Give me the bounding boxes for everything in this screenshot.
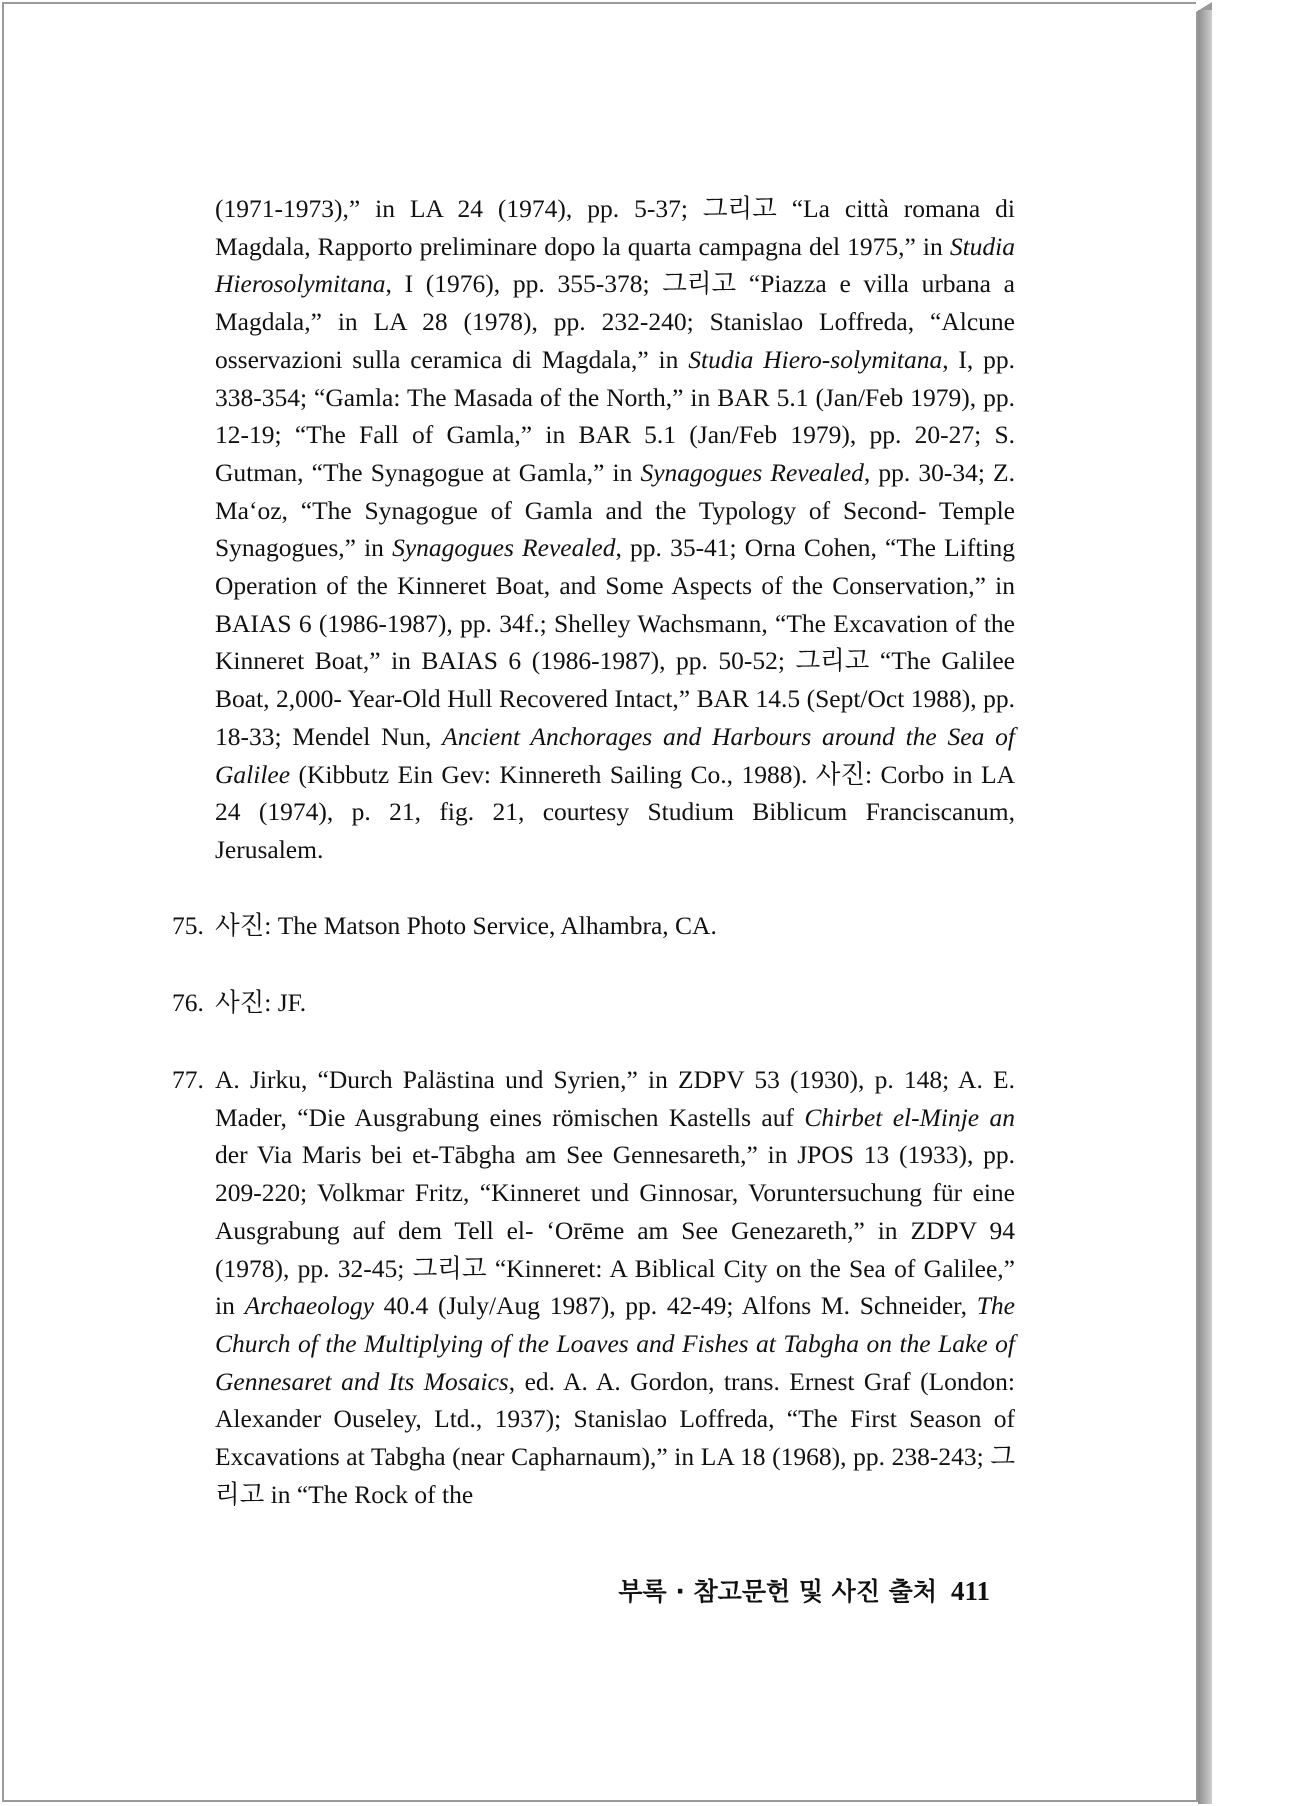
italic-title: Studia Hierosolymitana bbox=[215, 231, 1015, 299]
text-run: der Via Maris bei et-Tābgha am See Gennesareth,” in JPOS 13 (1933), pp. 209-220; Volkmar Fritz, “Kinneret und Ginnosar, Voruntersuchung für eine Ausgrabung auf dem Tell el- ‘Orēme am See Genezareth,” in ZDPV 94 (1978), pp. 32-45; 그리고 “Kinneret: A Biblical City on the Sea of Galilee,” in bbox=[215, 1140, 1015, 1321]
footnote-number: 77. bbox=[172, 1065, 204, 1094]
italic-title: Archaeology bbox=[244, 1291, 374, 1321]
running-title: 부록 · 참고문헌 및 사진 출처 bbox=[618, 1577, 937, 1606]
page-number: 411 bbox=[950, 1576, 990, 1606]
footnote-number: 75. bbox=[172, 911, 204, 940]
footnote-75 bbox=[172, 907, 1015, 945]
footnote-77 bbox=[172, 1061, 1015, 1513]
italic-title: Studia Hiero-solymitana bbox=[688, 344, 943, 374]
footnote-number: 76. bbox=[172, 988, 204, 1017]
page-footer bbox=[560, 1572, 990, 1608]
text-run: (1971-1973),” in LA 24 (1974), pp. 5-37; 그리고 “La città romana di Magdala, Rapporto preliminare dopo la quarta campagna del 1975,” in bbox=[215, 194, 1015, 261]
footnote-74-continuation bbox=[215, 190, 1015, 869]
text-run: 40.4 (July/Aug 1987), pp. 42-49; Alfons M. Schneider, bbox=[373, 1291, 977, 1321]
italic-title: Synagogues Revealed bbox=[640, 457, 864, 487]
text-run: (Kibbutz Ein Gev: Kinnereth Sailing Co., 1988). 사진: Corbo in LA 24 (1974), p. 21, fig. 21, courtesy Studium Biblicum Franciscanum, Jerusalem. bbox=[215, 759, 1015, 864]
text-run: , pp. 35-41; Orna Cohen, “The Lifting Operation of the Kinneret Boat, and Some Aspects of the Conservation,” in BAIAS 6 (1986-1987), pp. 34f.; Shelley Wachsmann, “The Excavation of the Kinneret Boat,” in BAIAS 6 (1986-1987), pp. 50-52; 그리고 “The Galilee Boat, 2,000- Year-Old Hull Recovered Intact,” BAR 14.5 (Sept/Oct 1988), pp. 18-33; Mendel Nun, bbox=[215, 533, 1015, 751]
text-run: , ed. A. A. Gordon, trans. Ernest Graf (London: Alexander Ouseley, Ltd., 1937); Stanislao Loffreda, “The First Season of Excavations at Tabgha (near Capharnaum),” in LA 18 (1968), pp. 238-243; 그리고 in “The Rock of the bbox=[215, 1366, 1015, 1509]
text-run: A. Jirku, “Durch Palästina und Syrien,” in ZDPV 53 (1930), p. 148; A. E. Mader, “Die Ausgrabung eines römischen Kastells auf bbox=[215, 1065, 1015, 1132]
text-run: , pp. 30-34; Z. Maʻoz, “The Synagogue of Gamla and the Typology of Second- Temple Synagogues,” in bbox=[215, 457, 1015, 563]
text-run: , I, pp. 338-354; “Gamla: The Masada of the North,” in BAR 5.1 (Jan/Feb 1979), pp. 12-19; “The Fall of Gamla,” in BAR 5.1 (Jan/Feb 1979), pp. 20-27; S. Gutman, “The Synagogue at Gamla,” in bbox=[215, 344, 1015, 487]
italic-title: The Church of the Multiplying of the Loaves and Fishes at Tabgha on the Lake of Gennesaret and Its Mosaics bbox=[215, 1291, 1015, 1396]
text-run: 사진: The Matson Photo Service, Alhambra, CA. bbox=[215, 911, 717, 940]
italic-title: Synagogues Revealed bbox=[392, 533, 616, 563]
italic-title: Chirbet el-Minje an bbox=[804, 1102, 1015, 1132]
text-run: 사진: JF. bbox=[215, 988, 307, 1017]
italic-title: Ancient Anchorages and Harbours around the Sea of Galilee bbox=[215, 721, 1015, 789]
page-shadow bbox=[1198, 10, 1212, 1804]
text-run: , I (1976), pp. 355-378; 그리고 “Piazza e villa urbana a Magdala,” in LA 28 (1978), pp. 232-240; Stanislao Loffreda, “Alcune osservazioni sulla ceramica di Magdala,” in bbox=[215, 269, 1015, 374]
footnote-76 bbox=[172, 984, 1015, 1022]
